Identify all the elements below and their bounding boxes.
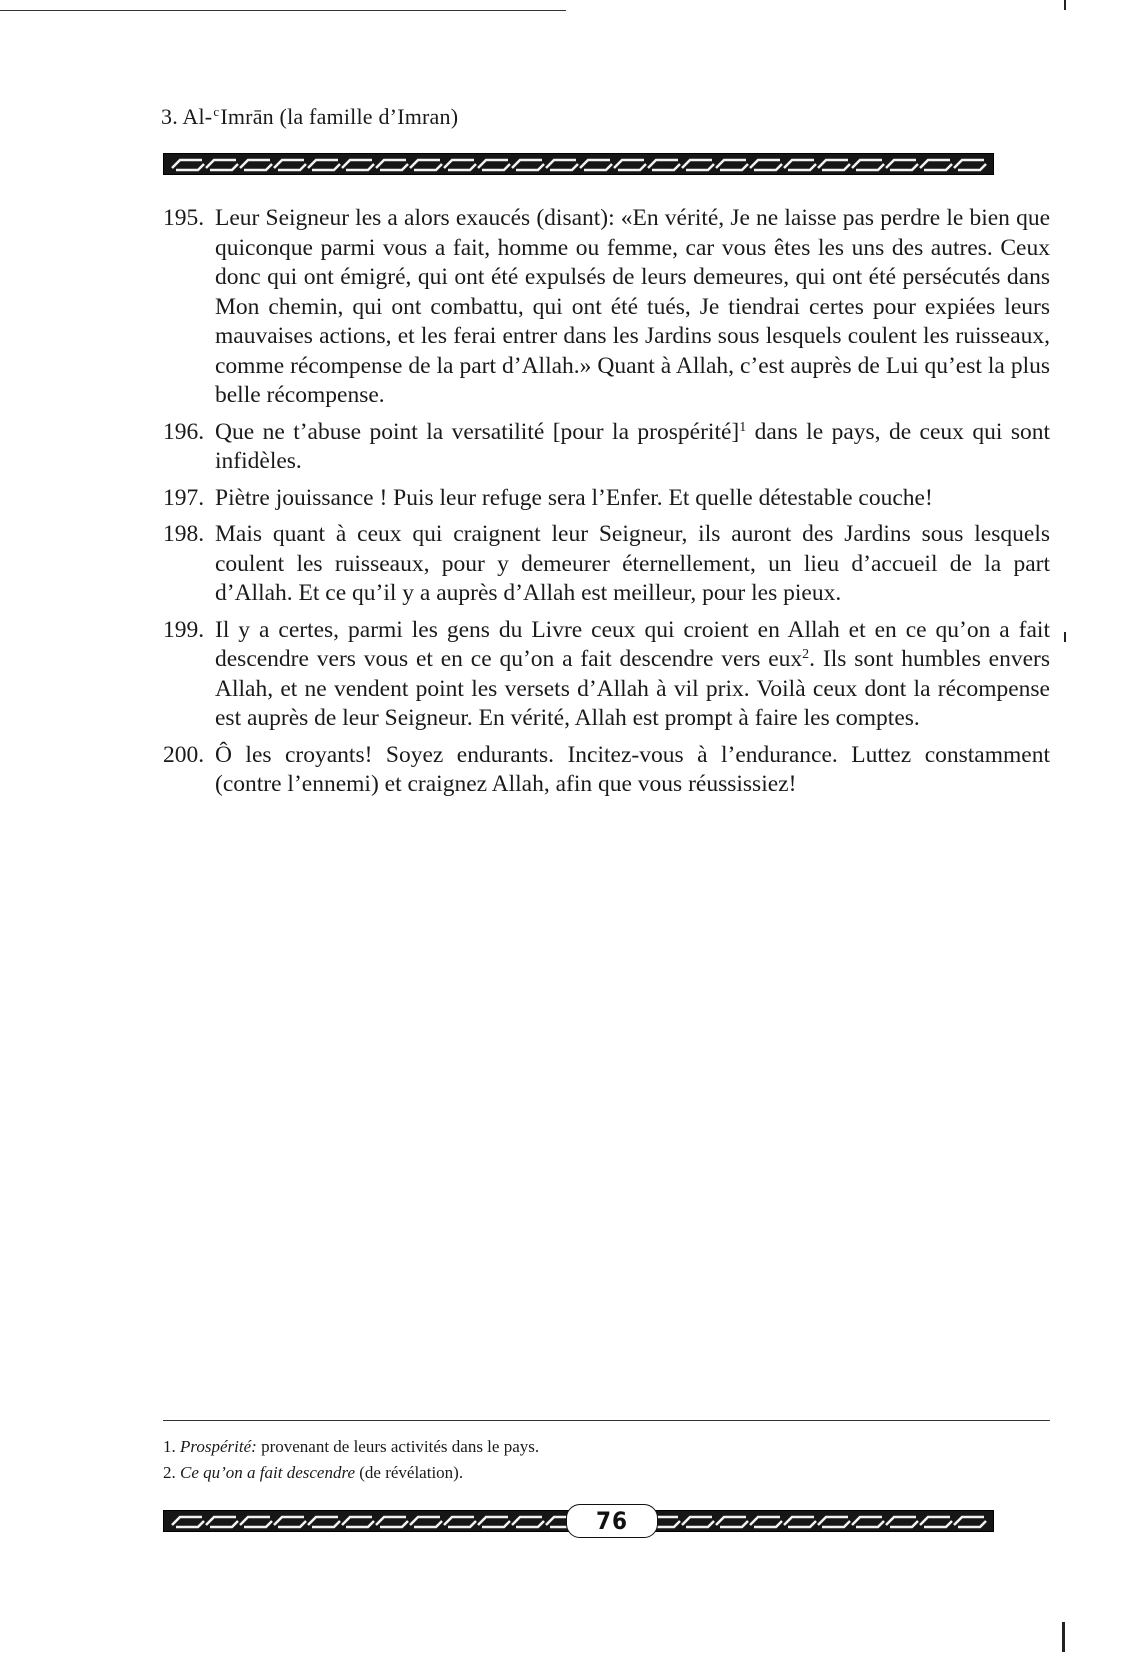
verse-text: Que ne t’abuse point la versatilité [pour la prospérité]$^1$ dans le pays, de ceux qui sont infidèles. — [215, 418, 1050, 474]
chain-link — [478, 1517, 510, 1527]
chain-link — [852, 160, 884, 170]
chain-link — [648, 160, 680, 170]
chain-link — [954, 160, 986, 170]
chain-link — [512, 1517, 544, 1527]
verse-text: Il y a certes, parmi les gens du Livre ceux qui croient en Allah et en ce qu’on a fait descendre vers vous et en ce qu’on a fait descendre vers eux$^2$. Ils sont humbles envers Allah, et ne vendent point les versets d’Allah à vil prix. Voilà ceux dont la récompense est auprès de leur Seigneur. En vérité, Allah est prompt à faire les comptes. — [215, 616, 1050, 731]
chain-link — [682, 160, 714, 170]
footnotes — [163, 1434, 1050, 1486]
verse-number: 195. — [163, 205, 205, 231]
top-rule — [0, 10, 566, 11]
chain-link — [410, 160, 442, 170]
chain-link — [818, 1517, 850, 1527]
footnote: 1. Prospérité: provenant de leurs activités dans le pays. — [163, 1437, 540, 1456]
edge-mark — [1064, 632, 1066, 642]
verse-number: 197. — [163, 484, 205, 511]
chain-link — [886, 160, 918, 170]
chain-link — [716, 160, 748, 170]
verse — [163, 741, 1050, 800]
verse-number: 199. — [163, 616, 205, 643]
chain-link — [512, 160, 544, 170]
chain-link — [240, 160, 272, 170]
footnote-term: Prospérité: — [180, 1437, 257, 1456]
ornamental-band-top — [163, 153, 994, 175]
verse-number: 198. — [163, 521, 205, 547]
edge-mark — [1064, 0, 1066, 10]
chain-link — [376, 1517, 408, 1527]
chain-ornament — [164, 154, 993, 174]
verse — [163, 616, 1050, 734]
chain-link — [750, 160, 782, 170]
chain-link — [852, 1517, 884, 1527]
chain-link — [920, 160, 952, 170]
verse-number: 196. — [163, 418, 205, 445]
chain-link — [444, 160, 476, 170]
chain-link — [954, 1517, 986, 1527]
chain-link — [410, 1517, 442, 1527]
footnote-term: Ce qu’on a fait descendre — [180, 1463, 355, 1482]
verse-text: Mais quant à ceux qui craignent leur Seigneur, ils auront des Jardins sous lesquels coulent les ruisseaux, pour y demeurer éternellement, un lieu d’accueil de la part d’Allah. Et ce qu’il y a auprès d’Allah est meilleur, pour les pieux. — [215, 521, 1050, 606]
chain-link — [784, 160, 816, 170]
chain-link — [716, 1517, 748, 1527]
verse-text: Piètre jouissance ! Puis leur refuge sera l’Enfer. Et quelle détestable couche! — [215, 484, 933, 511]
chain-link — [682, 1517, 714, 1527]
chain-link — [342, 160, 374, 170]
chain-link — [750, 1517, 782, 1527]
chain-link — [274, 1517, 306, 1527]
chain-link — [342, 1517, 374, 1527]
chain-link — [206, 160, 238, 170]
chain-link — [614, 160, 646, 170]
chain-link — [580, 160, 612, 170]
chain-link — [478, 160, 510, 170]
verse — [163, 204, 1050, 411]
verse-number: 200. — [163, 741, 205, 768]
chain-link — [206, 1517, 238, 1527]
chain-link — [818, 160, 850, 170]
chain-link — [240, 1517, 272, 1527]
footnote-ref: 2 — [802, 647, 810, 662]
verse-text: Ô les croyants! Soyez endurants. Incitez-vous à l’endurance. Luttez constamment (contre l’ennemi) et craignez Allah, afin que vous réussissiez! — [215, 741, 1050, 797]
verse-text: Leur Seigneur les a alors exaucés (disant): «En vérité, Je ne laisse pas perdre le bien que quiconque parmi vous a fait, homme ou femme, car vous êtes les uns des autres. Ceux donc qui ont émigré, qui ont été expulsés de leurs demeures, qui ont été persécutés dans Mon chemin, qui ont combattu, qui ont été tués, Je tiendrai certes pour expiées leurs mauvaises actions, et les ferai entrer dans les Jardins sous lesquels coulent les ruisseaux, comme récompense de la part d’Allah.» Quant à Allah, c’est auprès de Lui qu’est la plus belle récompense. — [215, 205, 1050, 408]
chain-link — [172, 160, 204, 170]
chain-link — [308, 160, 340, 170]
chain-link — [274, 160, 306, 170]
verse — [163, 484, 1050, 514]
chain-link — [172, 1517, 204, 1527]
running-head — [161, 104, 458, 130]
chain-link — [444, 1517, 476, 1527]
page-number: 76 — [566, 1504, 658, 1538]
chapter-title: Al-$^c$Imrān (la famille d’Imran) — [182, 104, 459, 129]
footnote-ref: 1 — [739, 419, 747, 435]
chain-link — [308, 1517, 340, 1527]
chain-link — [784, 1517, 816, 1527]
chain-link — [920, 1517, 952, 1527]
chain-link — [546, 160, 578, 170]
verse — [163, 520, 1050, 609]
verse-list — [163, 204, 1050, 807]
chain-link — [376, 160, 408, 170]
footnote: 2. Ce qu’on a fait descendre (de révélation). — [163, 1463, 464, 1482]
verse — [163, 418, 1050, 477]
footnote-rule — [163, 1420, 1050, 1421]
edge-mark — [1062, 1622, 1065, 1652]
chapter-number: 3. — [161, 104, 178, 129]
chain-link — [886, 1517, 918, 1527]
